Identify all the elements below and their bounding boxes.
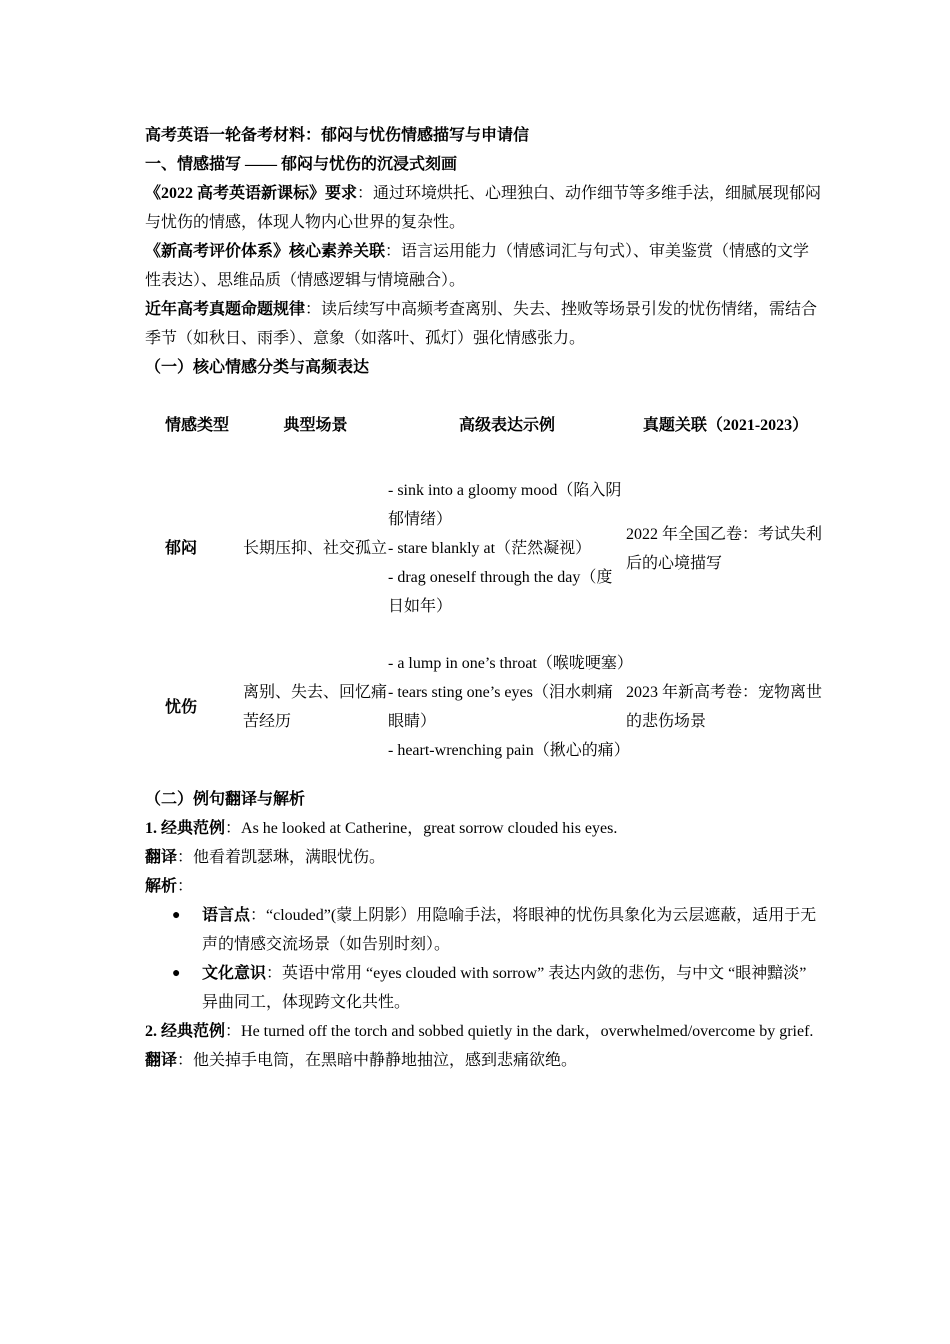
- bullet-icon: ●: [172, 908, 181, 923]
- header-scene: 典型场景: [283, 416, 348, 434]
- translation-text: ：他看着凯瑟琳，满眼忧伤。: [177, 849, 386, 866]
- expression-item: - a lump in one’s throat（喉咙哽塞）: [388, 655, 633, 672]
- expression-item: - tears sting one’s eyes（泪水刺痛眼睛）: [388, 684, 613, 730]
- header-emotion-type: 情感类型: [165, 416, 230, 434]
- bullet-icon: ●: [172, 966, 181, 981]
- bullet-label: 语言点: [202, 907, 251, 924]
- example-2-translation: [145, 1046, 825, 1075]
- expression-item: - sink into a gloomy mood（陷入阴郁情绪）: [388, 482, 622, 528]
- emotion-type-cell: 郁闷: [165, 540, 198, 557]
- emotion-type-cell: 忧伤: [165, 698, 198, 716]
- example-2-sentence: ：He turned off the torch and sobbed quietly in the dark，overwhelmed/overcome by grief.: [225, 1023, 814, 1040]
- subsection-heading-2: （二）例句翻译与解析: [145, 791, 306, 808]
- analysis-list: [145, 901, 825, 1017]
- table-header-row: [145, 388, 825, 462]
- expressions-cell: [388, 635, 633, 779]
- analysis-colon: ：: [177, 878, 194, 895]
- expression-item: - heart-wrenching pain（揪心的痛）: [388, 742, 630, 759]
- translation-label: 翻译: [145, 1052, 178, 1069]
- document-page: [145, 121, 825, 1075]
- evaluation-system: [145, 237, 825, 295]
- exam-link-cell: 2022 年全国乙卷：考试失利后的心境描写: [626, 525, 823, 572]
- example-1-label: 1. 经典范例: [145, 820, 226, 837]
- requirement-label: 《2022 高考英语新课标》要求: [145, 185, 358, 202]
- translation-text: ：他关掉手电筒，在黑暗中静静地抽泣，感到悲痛欲绝。: [177, 1052, 578, 1069]
- bullet-text: ：“clouded”(蒙上阴影）用隐喻手法，将眼神的忧伤具象化为云层遮蔽，适用于无声的情感交流场景（如告别时刻）。: [202, 907, 817, 953]
- example-1-analysis: [145, 872, 825, 901]
- emotion-table: [145, 388, 825, 779]
- example-2: [145, 1017, 825, 1046]
- exam-pattern: [145, 295, 825, 353]
- evaluation-label: 《新高考评价体系》核心素养关联: [145, 243, 386, 260]
- expression-item: - drag oneself through the day（度日如年）: [388, 569, 613, 615]
- exam-link-cell: 2023 年新高考卷：宠物离世的悲伤场景: [626, 684, 823, 730]
- list-item: [145, 959, 825, 1017]
- scene-cell: 离别、失去、回忆痛苦经历: [243, 684, 388, 730]
- scene-cell: 长期压抑、社交孤立: [243, 540, 388, 557]
- section-heading-1: 一、情感描写 —— 郁闷与忧伤的沉浸式刻画: [145, 156, 458, 173]
- header-expressions: 高级表达示例: [458, 416, 555, 434]
- bullet-text: ：英语中常用 “eyes clouded with sorrow” 表达内敛的悲伤，与中文 “眼神黯淡” 异曲同工，体现跨文化共性。: [202, 965, 807, 1011]
- example-2-label: 2. 经典范例: [145, 1023, 226, 1040]
- bullet-label: 文化意识: [202, 965, 267, 982]
- table-row: [145, 462, 825, 635]
- doc-title: 高考英语一轮备考材料：郁闷与忧伤情感描写与申请信: [145, 127, 530, 144]
- example-1: [145, 814, 825, 843]
- expression-item: - stare blankly at（茫然凝视）: [388, 540, 592, 557]
- requirement-text: ：通过环境烘托、心理独白、动作细节等多维手法，细腻展现郁闷与忧伤的情感，体现人物内心世界的复杂性。: [145, 185, 822, 231]
- example-1-translation: [145, 843, 825, 872]
- example-1-sentence: ：As he looked at Catherine，great sorrow clouded his eyes.: [225, 820, 618, 837]
- list-item: [145, 901, 825, 959]
- table-row: [145, 635, 825, 779]
- curriculum-requirement: [145, 179, 825, 237]
- header-exam-link: 真题关联（2021-2023）: [642, 416, 809, 434]
- subsection-heading-1: （一）核心情感分类与高频表达: [145, 359, 370, 376]
- pattern-text: ：读后续写中高频考查离别、失去、挫败等场景引发的忧伤情绪，需结合季节（如秋日、雨季）、意象（如落叶、孤灯）强化情感张力。: [145, 301, 818, 347]
- translation-label: 翻译: [145, 849, 178, 866]
- pattern-label: 近年高考真题命题规律: [145, 301, 306, 318]
- evaluation-text: ：语言运用能力（情感词汇与句式）、审美鉴赏（情感的文学性表达）、思维品质（情感逻辑与情境融合）。: [145, 243, 810, 289]
- analysis-label: 解析: [145, 878, 178, 895]
- expressions-cell: [388, 462, 626, 635]
